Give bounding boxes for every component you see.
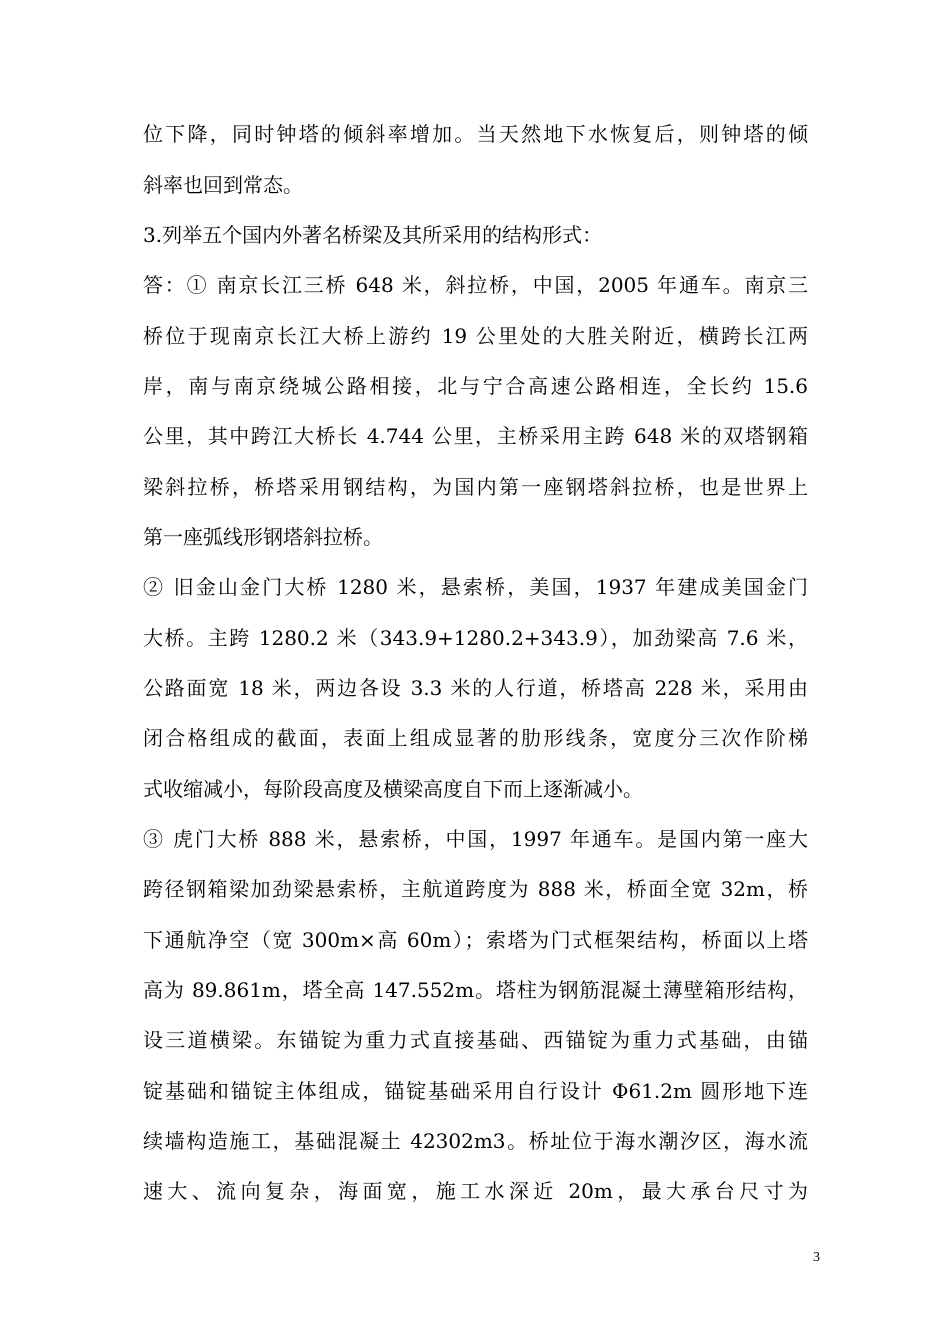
text-line: 锭基础和锚锭主体组成，锚锭基础采用自行设计 Φ61.2m 圆形地下连 [143, 1079, 808, 1103]
text-line: 下通航净空（宽 300m×高 60m）；索塔为门式框架结构，桥面以上塔 [143, 928, 808, 952]
question-heading: 3.列举五个国内外著名桥梁及其所采用的结构形式： [143, 223, 603, 247]
text-line: 速大、流向复杂，海面宽，施工水深近 20m，最大承台尺寸为 [143, 1179, 808, 1203]
text-line: 梁斜拉桥，桥塔采用钢结构，为国内第一座钢塔斜拉桥，也是世界上 [143, 475, 808, 499]
text-line: 续墙构造施工，基础混凝土 42302m3。桥址位于海水潮汐区，海水流 [143, 1129, 808, 1153]
page-number: 3 [813, 1250, 820, 1265]
text-line: 桥位于现南京长江大桥上游约 19 公里处的大胜关附近，横跨长江两 [143, 324, 808, 348]
text-line: 式收缩减小，每阶段高度及横梁高度自下而上逐渐减小。 [143, 777, 643, 801]
text-line: 斜率也回到常态。 [143, 173, 303, 197]
text-line: ③ 虎门大桥 888 米，悬索桥，中国，1997 年通车。是国内第一座大 [143, 827, 808, 851]
text-line: 位下降，同时钟塔的倾斜率增加。当天然地下水恢复后，则钟塔的倾 [143, 122, 808, 146]
text-line: 岸，南与南京绕城公路相接，北与宁合高速公路相连，全长约 15.6 [143, 374, 808, 398]
text-line: 设三道横梁。东锚锭为重力式直接基础、西锚锭为重力式基础，由锚 [143, 1028, 808, 1052]
text-line: 大桥。主跨 1280.2 米（343.9+1280.2+343.9），加劲梁高 7.6 米， [143, 626, 808, 650]
text-line: 公里，其中跨江大桥长 4.744 公里，主桥采用主跨 648 米的双塔钢箱 [143, 424, 808, 448]
text-line: 跨径钢箱梁加劲梁悬索桥，主航道跨度为 888 米，桥面全宽 32m，桥 [143, 877, 808, 901]
text-line: 答：① 南京长江三桥 648 米，斜拉桥，中国，2005 年通车。南京三 [143, 273, 808, 297]
text-line: 高为 89.861m，塔全高 147.552m。塔柱为钢筋混凝土薄壁箱形结构， [143, 978, 808, 1002]
text-line: 闭合格组成的截面，表面上组成显著的肋形线条，宽度分三次作阶梯 [143, 726, 808, 750]
text-line: 公路面宽 18 米，两边各设 3.3 米的人行道，桥塔高 228 米，采用由 [143, 676, 808, 700]
text-line: 第一座弧线形钢塔斜拉桥。 [143, 525, 383, 549]
text-line: ② 旧金山金门大桥 1280 米，悬索桥，美国，1937 年建成美国金门 [143, 575, 808, 599]
